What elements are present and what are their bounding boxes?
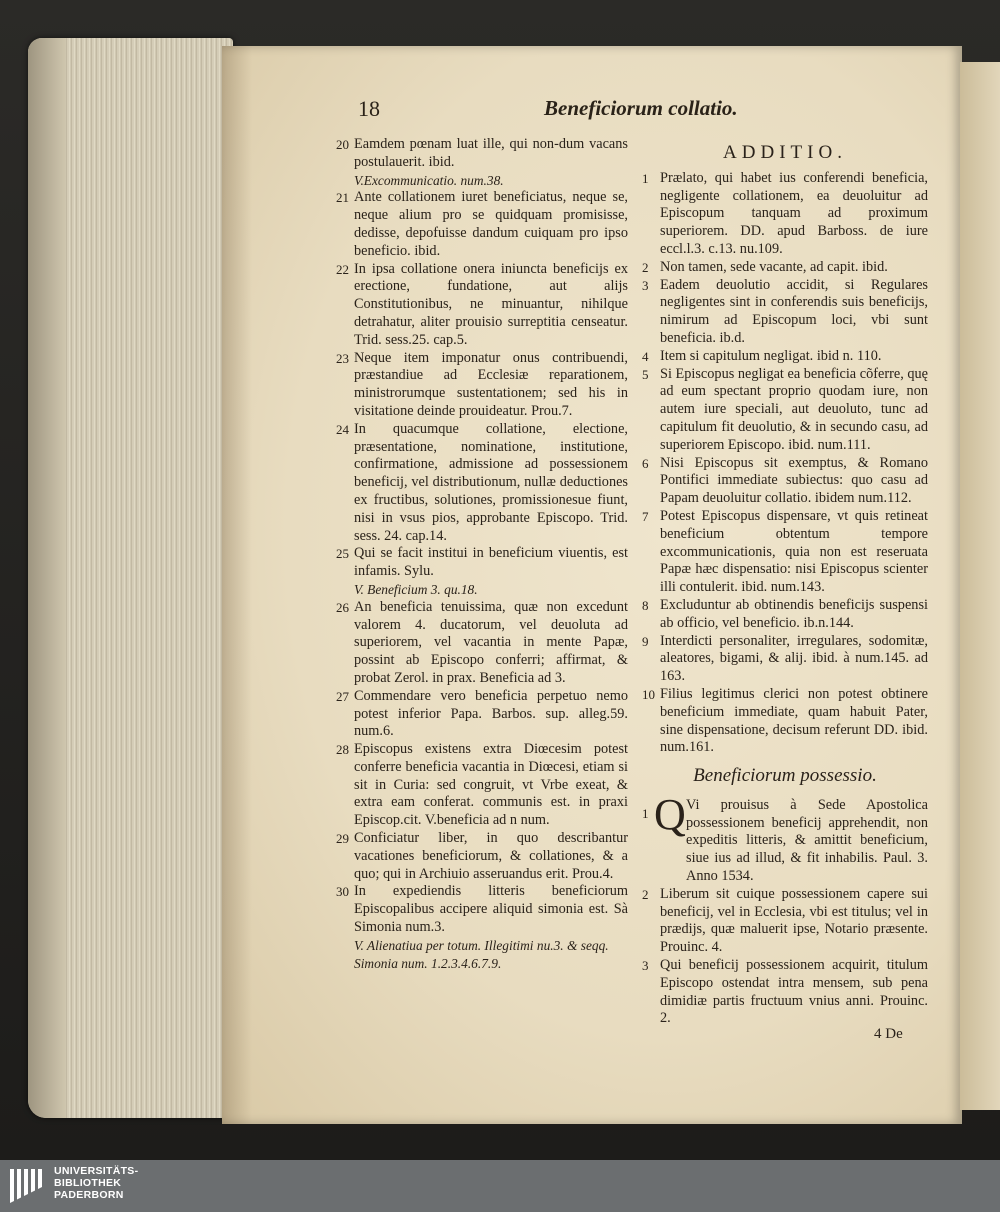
entry-number: 28	[336, 742, 349, 758]
entry-number: 25	[336, 546, 349, 562]
possessio-heading: Beneficiorum possessio.	[693, 765, 877, 787]
entry-text: Excluduntur ab obtinendis beneficijs suspensi ab officio, vel beneficio. ib.n.144.	[660, 596, 928, 631]
entry-number: 27	[336, 688, 349, 704]
cross-reference: V. Beneficium 3. qu.18.	[354, 581, 478, 597]
entry-28	[336, 741, 628, 830]
page-number: 18	[358, 96, 380, 121]
entry-text: Prælato, qui habet ius conferendi beneficia, negligente collationem, ea deuoluitur ad Episcopum tanquam ad proximum superiorem. DD. apud Barboss. de iure eccl.l.3. c.13. nu.109.	[660, 169, 928, 257]
entry-number: 30	[336, 884, 349, 900]
entry-number: 23	[336, 350, 349, 366]
entry-text: Neque item imponatur onus contribuendi, præstandiue ad Ecclesiæ reparationem, ministrorumque sustentationem; sed his in visitatione deinde prouideatur. Prou.7.	[354, 349, 628, 419]
possessio-entry-1	[642, 789, 928, 886]
right-column	[642, 144, 928, 1028]
entry-text: Episcopus existens extra Diœcesim potest conferre beneficia vacantia in Diœcesi, etiam si sit in Curia: sed congruit, vt Vrbe exeat, & extra eam conferat. communis est. in praxi Episcop.cit. V.beneficia ad n num.	[354, 741, 628, 829]
entry-text: Item si capitulum negligat. ibid n. 110.	[660, 347, 882, 364]
entry-number: 10	[642, 686, 655, 702]
addition-entry-5	[642, 366, 928, 455]
entry-text: In quacumque collatione, electione, præsentatione, nominatione, institutione, confirmatione, admissione ad possessionem beneficij, vel distributionum, nullæ deductiones ex fructibus, solutiones, promissionesue fiunt, nisi in vsus pios, approbante Episcopo. Trid. sess. 24. cap.14.	[354, 420, 628, 544]
entry-number: 1	[642, 170, 649, 186]
entry-number: 2	[642, 886, 649, 902]
entry-number: 26	[336, 599, 349, 615]
entry-number: 3	[642, 958, 649, 974]
entry-20	[336, 136, 628, 172]
entry-text: Filius legitimus clerici non potest obtinere beneficium immediate, quam habuit Pater, sine dispensatione, decisum referunt DD. ibid. num.161.	[660, 685, 928, 756]
page-edges	[28, 38, 233, 1118]
addition-entry-4	[642, 348, 928, 366]
library-logo-icon	[10, 1167, 46, 1205]
entry-text: An beneficia tenuissima, quæ non excedunt valorem 4. ducatorum, vel deuoluta ad superiorem, vel vacantia in mente Papæ, possint ab Episcopo conferri; affirmat, & probat Zerol. in prax. Beneficia ad 3.	[354, 598, 628, 686]
entry-number: 4	[642, 348, 649, 364]
catchword: 4 De	[874, 1026, 903, 1042]
entry-text: Nisi Episcopus sit exemptus, & Romano Pontifici immediate subiectus: quo casu ad Papam deuoluitur collatio. ibidem num.112.	[660, 454, 928, 507]
addition-entry-3	[642, 277, 928, 348]
entry-text: Ante collationem iuret beneficiatus, neque se, neque alium pro se quidquam promisisse, dedisse, depofuisse dandum cuiquam pro ipso beneficio. ibid.	[354, 189, 628, 259]
library-name	[54, 1165, 138, 1201]
entry-text: Commendare vero beneficia perpetuo nemo potest inferior Papa. Barbos. sup. alleg.59. num.6.	[354, 687, 628, 740]
entry-number: 1	[642, 805, 649, 821]
entry-text: Si Episcopus negligat ea beneficia cõferre, quę ad eum spectant proprio quodam iure, non autem iure speciali, aut deuoluto, tunc ad capitulum fit deuolutio, & in secundo casu, ad superiorem Episcopo. ibid. num.111.	[660, 365, 928, 453]
entry-number: 29	[336, 831, 349, 847]
entry-text: Vi prouisus à Sede Apostolica possessionem beneficij apprehendit, non expeditis litteris, & amittit beneficium, siue ius ad illud, & fit inhabilis. Paul. 3. Anno 1534.	[686, 796, 928, 885]
cross-reference: V.Excommunicatio. num.38.	[354, 172, 504, 188]
entry-text: Potest Episcopus dispensare, vt quis retineat beneficium obtentum tempore excommunicationis, quia non est reseruata Papæ hæc dispensatio: nisi Episcopus scienter illi contulerit. ibid. num.143.	[660, 507, 928, 596]
possessio-entry-3	[642, 957, 928, 1028]
library-footer	[0, 1160, 1000, 1212]
entry-number: 3	[642, 277, 649, 293]
entry-text: In expediendis litteris beneficiorum Episcopalibus accipere aliquid simonia est. Sà Simonia num.3.	[354, 883, 628, 936]
addition-heading: ADDITIO.	[723, 142, 847, 163]
entry-number: 9	[642, 633, 649, 649]
entry-text: In ipsa collatione onera iniuncta beneficijs ex erectione, fundatione, aut alijs Constitutionibus, ne minuantur, nihilque detrahatur, aliter prouisio surreptitia censeatur. Trid. sess.25. cap.5.	[354, 260, 628, 348]
entry-24	[336, 421, 628, 546]
library-name-line: PADERBORN	[54, 1189, 124, 1201]
entry-22	[336, 261, 628, 350]
running-title: Beneficiorum collatio.	[544, 96, 738, 120]
entry-number: 24	[336, 421, 349, 437]
entry-number: 22	[336, 261, 349, 277]
entry-text: Eamdem pœnam luat ille, qui non-dum vacans postulauerit. ibid.	[354, 136, 628, 170]
entry-text: Conficiatur liber, in quo describantur vacationes beneficiorum, & collationes, & a quo; qui in Archiuio asseruandus erit. Prou.4.	[354, 830, 628, 882]
entry-25	[336, 545, 628, 581]
library-name-line: UNIVERSITÄTS-	[54, 1165, 139, 1177]
entry-27	[336, 688, 628, 741]
possessio-entry-2	[642, 886, 928, 957]
entry-number: 20	[336, 137, 349, 152]
addition-entry-10	[642, 686, 928, 757]
addition-entry-2	[642, 259, 928, 277]
entry-text: Liberum sit cuique possessionem capere sui beneficij, vel in Ecclesia, vbi est titulus; vel in prædijs, quæ maluerit ipse, Notario præsente. Prouinc. 4.	[660, 885, 928, 956]
entry-text: Qui se facit institui in beneficium viuentis, est infamis. Sylu.	[354, 545, 628, 580]
addition-entry-7	[642, 508, 928, 597]
entry-text: Eadem deuolutio accidit, si Regulares negligentes sint in conferendis suis beneficijs, nimirum ad Episcopum loci, vbi sunt beneficia. ib.d.	[660, 276, 928, 346]
entry-number: 21	[336, 190, 349, 206]
entry-text: Interdicti personaliter, irregulares, sodomitæ, aleatores, bigami, & alij. ibid. à num.145. ad 163.	[660, 632, 928, 685]
entry-number: 6	[642, 455, 649, 471]
library-name-line: BIBLIOTHEK	[54, 1177, 122, 1189]
addition-entry-6	[642, 455, 928, 508]
left-column	[336, 136, 628, 972]
entry-text: Non tamen, sede vacante, ad capit. ibid.	[660, 258, 888, 275]
entry-30	[336, 883, 628, 936]
facing-page-edge	[960, 62, 1000, 1110]
addition-entry-8	[642, 597, 928, 633]
entry-number: 5	[642, 366, 649, 382]
entry-21	[336, 189, 628, 260]
entry-number: 2	[642, 259, 649, 275]
entry-text: Qui beneficij possessionem acquirit, titulum Episcopo ostendat intra mensem, sub pena dimidiæ partis fructuum vnius anni. Prouinc. 2.	[660, 957, 928, 1027]
entry-number: 7	[642, 508, 649, 524]
entry-number: 8	[642, 597, 649, 613]
addition-entry-9	[642, 633, 928, 686]
entry-26	[336, 599, 628, 688]
drop-capital: Q	[654, 789, 686, 839]
cross-reference: V. Alienatiua per totum. Illegitimi nu.3. & seqq. Simonia num. 1.2.3.4.6.7.9.	[354, 937, 609, 971]
entry-23	[336, 350, 628, 421]
addition-entry-1	[642, 170, 928, 259]
entry-29	[336, 830, 628, 883]
